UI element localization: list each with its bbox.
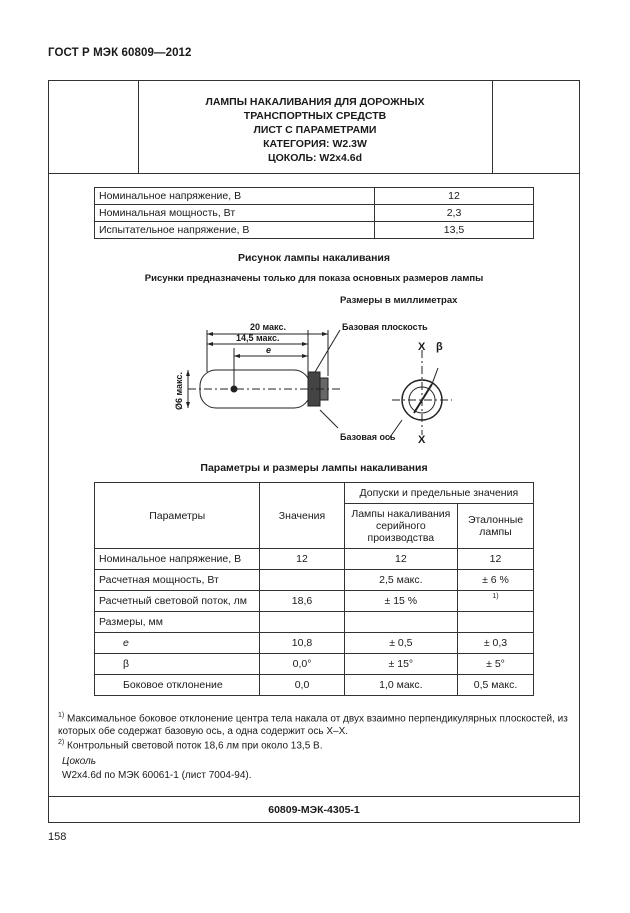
param-name: Расчетный световой поток, лм [95,591,260,612]
param-name: e [95,633,260,654]
header-cell: Лампы накаливания серийного производства [344,504,457,549]
rating-value: 2,3 [375,205,534,222]
standard-header: ГОСТ Р МЭК 60809—2012 [48,47,192,59]
axis-x-top-label: X [418,341,426,353]
param-value: 0,0° [260,654,344,675]
param-value [260,570,344,591]
table-row [95,188,534,205]
sheet-title [138,95,492,165]
table-row [95,591,534,612]
dim-body-label: 14,5 макс. [236,333,280,343]
param-value: 18,6 [260,591,344,612]
arrow [234,354,240,358]
table-row [95,205,534,222]
footnote-2 [58,736,570,752]
page-number: 158 [48,831,67,843]
param-ref: 1) [458,591,534,612]
param-serial: 12 [344,549,457,570]
title-divider-right [492,80,493,173]
axis-x-bottom-label: X [418,434,426,446]
dim-diameter-label: Ø6 макс. [174,372,184,410]
arrow [302,354,308,358]
cap-section-value: W2x4.6d по МЭК 60061-1 (лист 7004-94). [62,770,252,781]
table-row [95,570,534,591]
param-ref: 12 [458,549,534,570]
title-line: КАТЕГОРИЯ: W2.3W [263,138,367,150]
arrow [186,402,190,408]
base-axis-label: Базовая ось [340,432,396,442]
rating-label: Номинальное напряжение, В [95,188,375,205]
beta-label: β [436,341,443,353]
table-row [95,483,534,504]
figure-caption: Рисунок лампы накаливания [237,252,391,264]
title-line: ТРАНСПОРТНЫХ СРЕДСТВ [243,110,387,122]
table-row [95,612,534,633]
table-row [95,633,534,654]
arrow [207,342,213,346]
param-name: Расчетная мощность, Вт [95,570,260,591]
param-ref: 0,5 макс. [458,675,534,696]
param-ref: ± 6 % [458,570,534,591]
param-serial: ± 15 % [344,591,457,612]
param-name: Боковое отклонение [95,675,260,696]
param-serial: ± 0,5 [344,633,457,654]
title-line: ЛАМПЫ НАКАЛИВАНИЯ ДЛЯ ДОРОЖНЫХ [205,96,425,108]
leader-axis [320,410,338,428]
param-value: 0,0 [260,675,344,696]
table-row [95,549,534,570]
params-table [94,482,534,696]
arrow [302,342,308,346]
header-cell: Параметры [95,483,260,549]
dim-total-label: 20 макс. [250,322,286,332]
param-name: Размеры, мм [95,612,260,633]
param-ref: ± 0,3 [458,633,534,654]
header-cell: Значения [260,483,344,549]
header-cell: Допуски и предельные значения [344,483,533,504]
rating-value: 13,5 [375,222,534,239]
rating-label: Испытательное напряжение, В [95,222,375,239]
table-row [95,222,534,239]
filament-center [231,386,237,392]
param-serial: 2,5 макс. [344,570,457,591]
ratings-table [94,187,534,239]
param-name: β [95,654,260,675]
dim-e-label: e [266,345,272,355]
footer-block [48,796,580,823]
param-value: 10,8 [260,633,344,654]
param-ref: ± 5° [458,654,534,675]
rating-value: 12 [375,188,534,205]
footnote-1 [58,709,570,738]
title-line: ЦОКОЛЬ: W2x4.6d [267,152,363,164]
param-serial: 1,0 макс. [344,675,457,696]
footnote-mark: 2) [58,739,65,746]
title-block [48,80,580,174]
table-row [95,654,534,675]
figure-units: Размеры в миллиметрах [340,295,458,306]
base-plane-label: Базовая плоскость [342,322,428,332]
param-value [260,612,344,633]
arrow [322,332,328,336]
figure-note: Рисунки предназначены только для показа основных размеров лампы [144,273,484,284]
param-value: 12 [260,549,344,570]
table-row [95,675,534,696]
arrow [186,370,190,376]
sheet-code: 60809-МЭК-4305-1 [268,804,360,816]
param-serial: ± 15° [344,654,457,675]
lamp-drawing [170,310,460,450]
beta-line [432,368,438,384]
params-table-caption: Параметры и размеры лампы накаливания [200,462,428,474]
param-name: Номинальное напряжение, В [95,549,260,570]
param-serial [344,612,457,633]
footnote-text: Контрольный световой поток 18,6 лм при около 13,5 В. [67,740,323,752]
footnote-text: Максимальное боковое отклонение центра тела накала от двух взаимно перпендикулярных плоскостей, из которых обе содержат базовую ось, а одна содержит ось X–X. [58,713,568,738]
param-ref [458,612,534,633]
arrow [207,332,213,336]
header-cell: Эталонные лампы [458,504,534,549]
title-line: ЛИСТ С ПАРАМЕТРАМИ [253,124,377,136]
cap-section-label: Цоколь [62,756,97,767]
footnote-mark: 1) [58,712,65,719]
rating-label: Номинальная мощность, Вт [95,205,375,222]
